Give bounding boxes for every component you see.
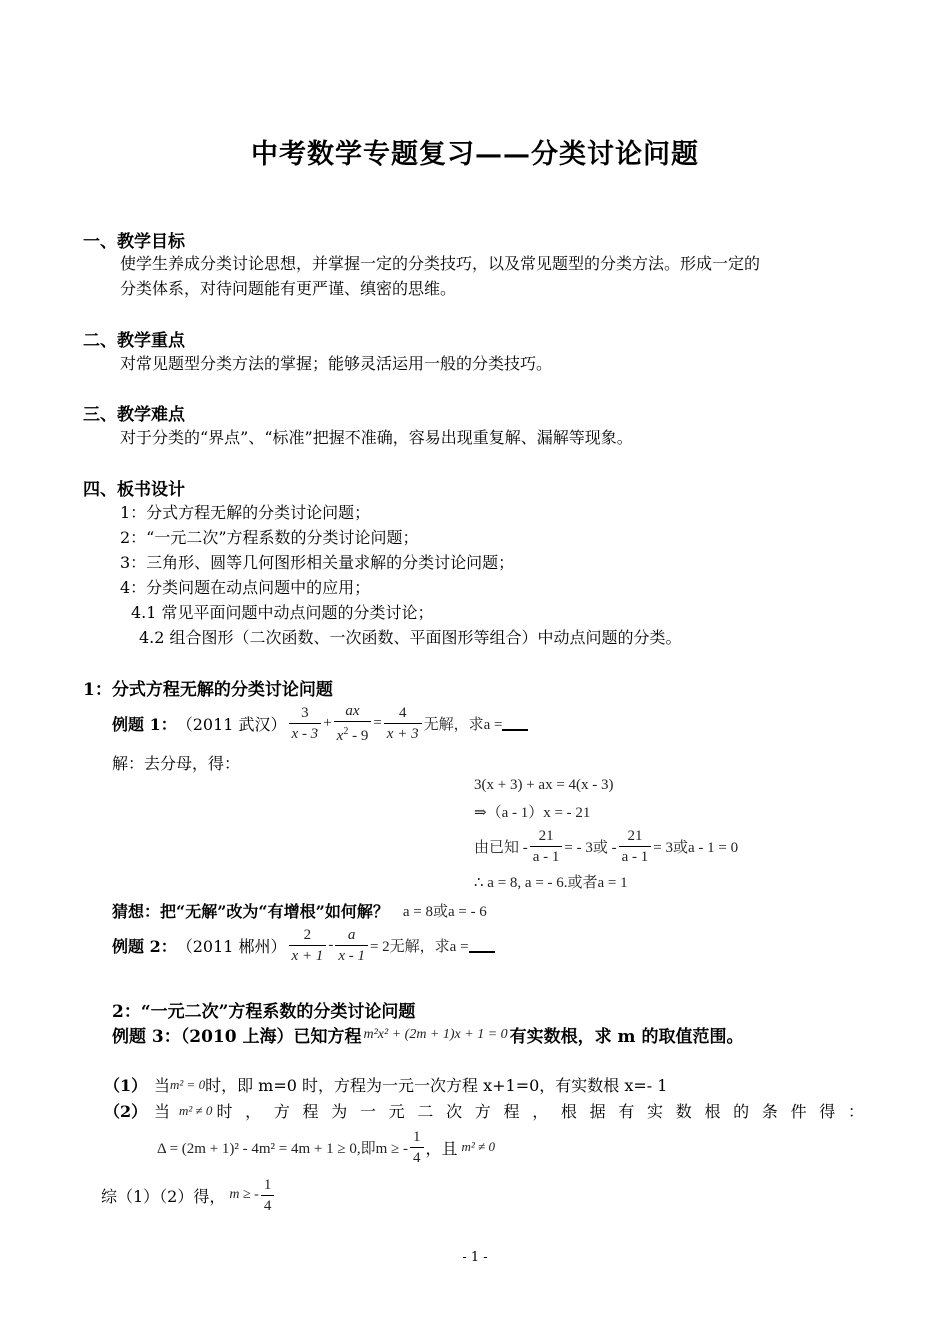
conclusion: 综（1）（2）得， m ≥ - $\frac{1}{4}$ [101,1172,276,1218]
board-item: 4.1 常见平面问题中动点问题的分类讨论； [131,603,434,622]
objectives-line-2: 分类体系，对待问题能有更严谨、缜密的思维。 [120,279,457,298]
part1-heading: 1：分式方程无解的分类讨论问题 [83,680,333,700]
example-2-source: （2011 郴州） [176,936,287,956]
guess-row [112,899,487,922]
page-number: - 1 - [462,1250,488,1265]
solution-step-4: ∴ a = 8, a = - 6.或者a = 1 [474,875,628,891]
part2-heading: 2：“一元二次”方程系数的分类讨论问题 [112,1002,416,1022]
key-points-line: 对常见题型分类方法的掌握；能够灵活运用一般的分类技巧。 [120,354,553,373]
example-3-question: 有实数根，求 m 的取值范围。 [509,1027,744,1047]
fraction: $\frac{ax}{x^2 - 9}$ [334,701,372,746]
case-1: （1） 当 m² = 0 时，即 m=0 时，方程为一元一次方程 x+1=0，有实数根 x=- 1 [104,1076,668,1095]
guess-answer: a = 8或a = - 6 [402,904,487,920]
fraction: $\frac{a}{x - 1}$ [335,925,368,966]
example-1: 例题 1： （2011 武汉） $\frac{3}{x - 3}$ + $\frac{ax}{x^2 - 9}$ = $\frac{4}{x + 3}$ 无解，求a = [112,700,528,746]
example-2-question: = 2无解，求a = [369,938,469,955]
example-3-equation: m²x² + (2m + 1)x + 1 = 0 [363,1026,508,1042]
board-item: 1：分式方程无解的分类讨论问题； [120,503,371,522]
fraction: $\frac{3}{x - 3}$ [289,703,322,744]
fraction: $\frac{21}{a - 1}$ [530,826,563,867]
example-3 [112,1022,743,1047]
fraction: $\frac{1}{4}$ [261,1175,275,1216]
answer-blank [502,715,528,731]
section-heading-board-design: 四、板书设计 [83,480,185,500]
case-2: （2） 当 m² ≠ 0 时，方程为一元二次方程，根据有实数根的条件得： [104,1102,864,1121]
fraction: $\frac{1}{4}$ [410,1127,424,1168]
solution-step-1: 3(x + 3) + ax = 4(x - 3) [474,777,614,793]
section-heading-objectives: 一、教学目标 [83,232,185,252]
solution-step-3: 由已知 - $\frac{21}{a - 1}$ = - 3或 - $\frac{21}{a - 1}$ = 3或a - 1 = 0 [474,827,739,865]
fraction: $\frac{21}{a - 1}$ [619,826,652,867]
board-item: 4：分类问题在动点问题中的应用； [120,578,371,597]
objectives-line-1: 使学生养成分类讨论思想，并掌握一定的分类技巧，以及常见题型的分类方法。形成一定的 [120,254,761,273]
difficulties-line: 对于分类的“界点”、“标准”把握不准确，容易出现重复解、漏解等现象。 [120,428,633,447]
solution-step-2: ⇒（a - 1）x = - 21 [474,805,591,821]
example-1-question: 无解，求a = [423,716,503,733]
fraction: $\frac{4}{x + 3}$ [384,703,422,744]
section-heading-key-points: 二、教学重点 [83,331,185,351]
section-heading-difficulties: 三、教学难点 [83,405,185,425]
example-3-label: 例题 3：（2010 上海）已知方程 [112,1027,362,1047]
board-item: 3：三角形、圆等几何图形相关量求解的分类讨论问题； [120,553,515,572]
guess-label: 猜想：把“无解”改为“有增根”如何解？ [112,902,389,921]
fraction: $\frac{2}{x + 1}$ [289,925,327,966]
answer-blank [469,937,495,953]
board-item: 2：“一元二次”方程系数的分类讨论问题； [120,528,419,547]
example-2: 例题 2： （2011 郴州） $\frac{2}{x + 1}$ - $\frac{a}{x - 1}$ = 2无解，求a = [112,922,495,968]
example-1-source: （2011 武汉） [176,714,287,734]
example-1-label: 例题 1： [112,714,177,734]
solution-label: 解：去分母，得： [112,754,241,773]
delta-condition: Δ = (2m + 1)² - 4m² = 4m + 1 ≥ 0,即m ≥ - $\frac{1}{4}$ ，且 m² ≠ 0 [157,1128,495,1166]
example-2-label: 例题 2： [112,936,177,956]
board-item: 4.2 组合图形（二次函数、一次函数、平面图形等组合）中动点问题的分类。 [139,628,682,647]
page-title: 中考数学专题复习——分类讨论问题 [251,139,699,170]
